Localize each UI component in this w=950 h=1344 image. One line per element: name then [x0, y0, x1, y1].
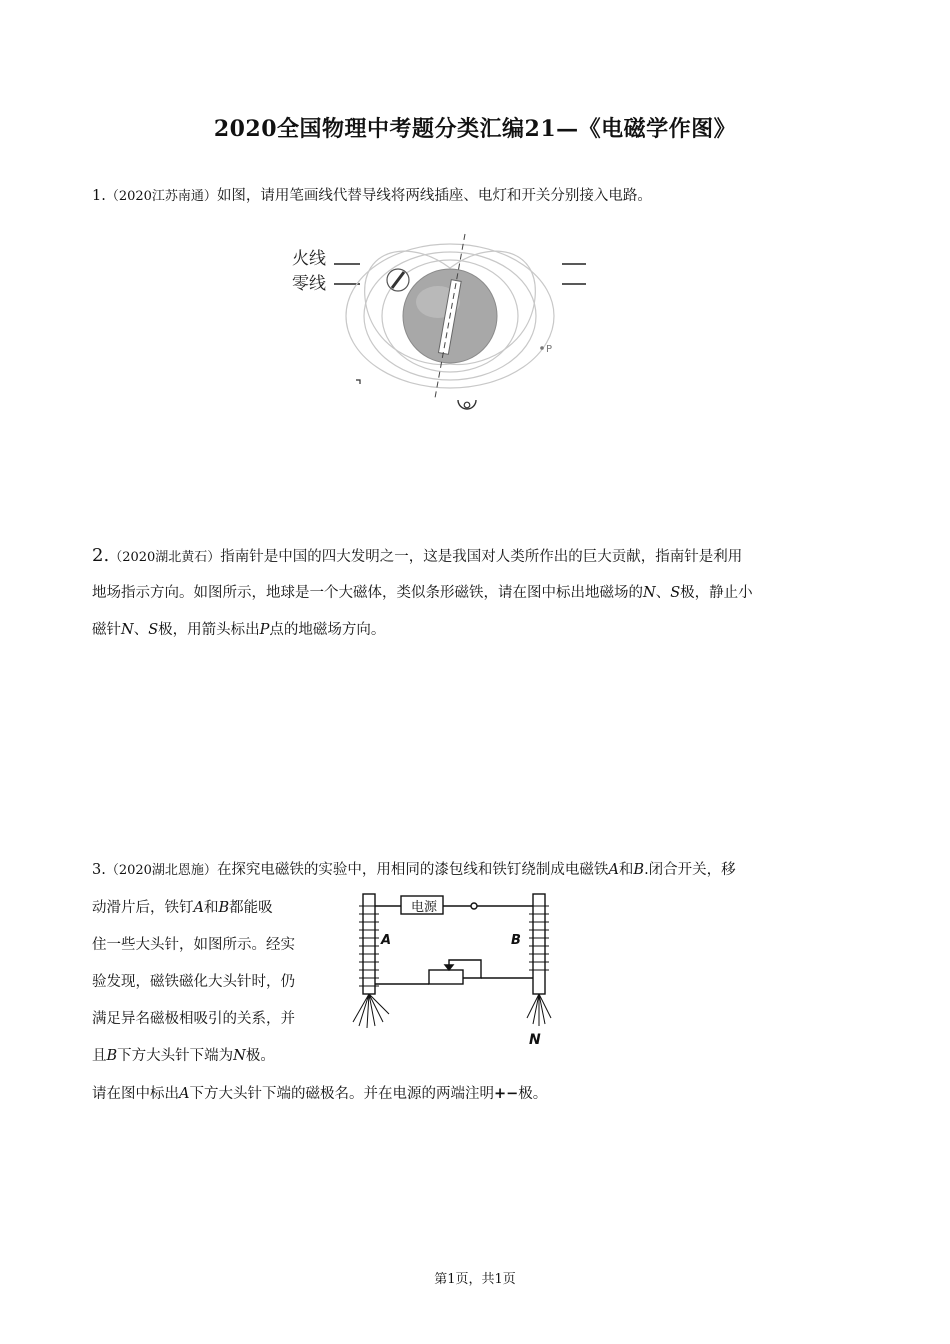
- page-footer: 第1页，共1页: [434, 1272, 516, 1287]
- q1-text: 如图，请用笔画线代替导线将两线插座、电灯和开关分别接入电路。: [216, 188, 652, 204]
- question-3-line-3: 住一些大头针，如图所示。经实: [92, 937, 295, 953]
- zero-wire-label: 零线: [292, 274, 326, 294]
- power-label: 电源: [411, 900, 438, 915]
- q3-source: （2020湖北恩施）: [105, 863, 217, 878]
- question-3-line-5: 满足异名磁极相吸引的关系，并: [92, 1011, 295, 1027]
- question-3-line-6: 且B下方大头针下端为N极。: [92, 1048, 275, 1064]
- question-2-line-1: 2.（2020湖北黄石）指南针是中国的四大发明之一，这是我国对人类所作出的巨大贡献，指南针是利用: [92, 545, 743, 566]
- slider-arrow: [445, 965, 453, 970]
- q1-source: （2020江苏南通）: [105, 189, 217, 204]
- nail-a-label: A: [381, 933, 392, 948]
- question-2-line-2: 地场指示方向。如图所示，地球是一个大磁体，类似条形磁铁，请在图中标出地磁场的N、S极，静止小: [92, 585, 753, 601]
- q1-number: 1.: [92, 188, 106, 204]
- pins-a: [353, 994, 389, 1028]
- question-2-line-3: 磁针N、S极，用箭头标出P点的地磁场方向。: [92, 622, 386, 638]
- switch-contact: [471, 903, 477, 909]
- rheostat: [429, 970, 463, 984]
- q1-figure: [290, 228, 600, 428]
- pin-n-label: N: [529, 1032, 541, 1048]
- question-3-line-4: 验发现，磁铁磁化大头针时，仍: [92, 974, 295, 990]
- nail-b: [533, 894, 545, 994]
- nail-b-label: B: [511, 933, 521, 948]
- point-p-label: P: [546, 344, 553, 355]
- nail-a: [363, 894, 375, 994]
- question-3-line-2: 动滑片后，铁钉A和B都能吸: [92, 900, 273, 916]
- q2-number: 2.: [92, 545, 110, 566]
- page-title: 2020全国物理中考题分类汇编21—《电磁学作图》: [213, 116, 737, 142]
- q2-source: （2020湖北黄石）: [109, 550, 221, 565]
- point-p: [540, 346, 544, 350]
- pins-b: [527, 994, 551, 1026]
- q3-circuit-figure: [345, 888, 565, 1048]
- question-3-line-1: 3.（2020湖北恩施）在探究电磁铁的实验中，用相同的漆包线和铁钉绕制成电磁铁A和B.闭合开关，移: [92, 862, 736, 878]
- question-3-line-7: 请在图中标出A下方大头针下端的磁极名。并在电源的两端注明+−极。: [92, 1085, 548, 1102]
- fire-wire-label: 火线: [292, 249, 326, 269]
- q3-number: 3.: [92, 862, 106, 878]
- question-1: [92, 186, 652, 207]
